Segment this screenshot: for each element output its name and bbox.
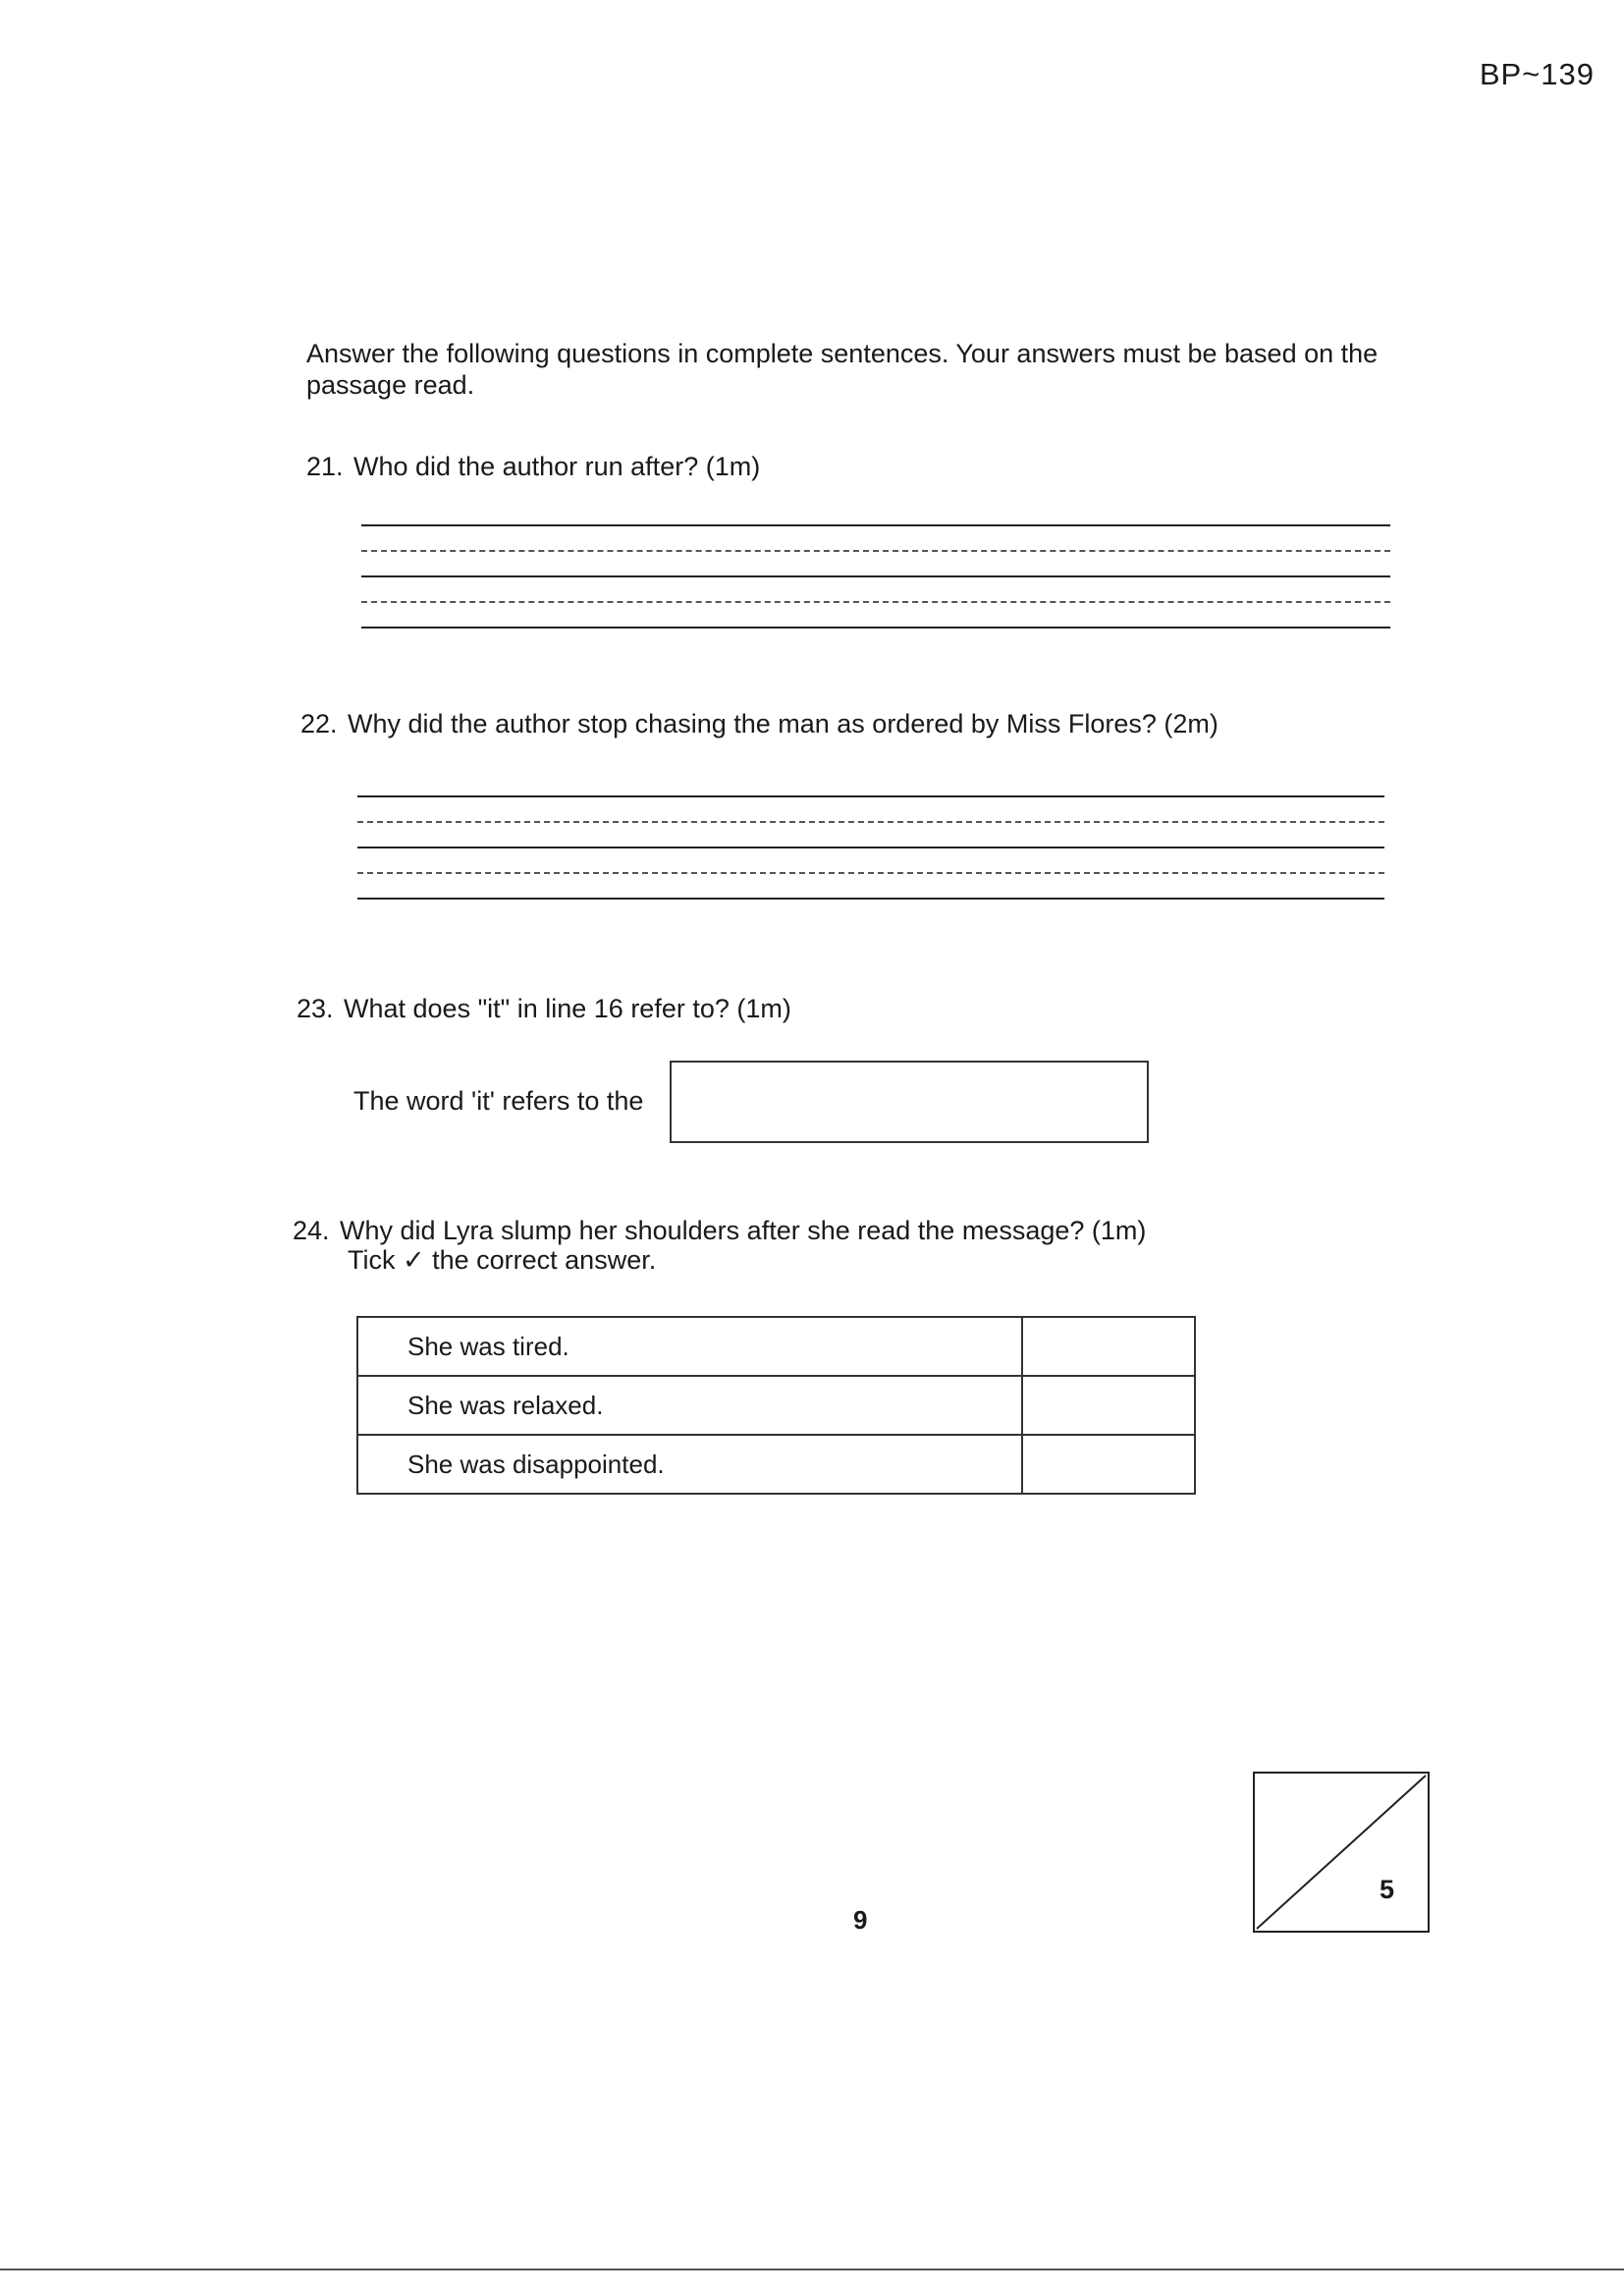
option-text: She was relaxed. — [357, 1376, 1022, 1435]
question-22 — [300, 709, 1218, 739]
option-row — [357, 1435, 1195, 1494]
answer-line[interactable] — [357, 848, 1384, 874]
question-21 — [306, 452, 760, 482]
sentence-starter: The word 'it' refers to the — [353, 1086, 644, 1116]
answer-lines-22[interactable] — [357, 772, 1384, 900]
answer-line[interactable] — [361, 603, 1390, 629]
answer-line[interactable] — [357, 823, 1384, 848]
page-number: 9 — [853, 1905, 868, 1935]
option-text: She was tired. — [357, 1317, 1022, 1376]
answer-line[interactable] — [361, 552, 1390, 577]
question-text: Why did Lyra slump her shoulders after she read the message? (1m) — [340, 1216, 1147, 1245]
answer-line[interactable] — [357, 874, 1384, 900]
question-text: What does "it" in line 16 refer to? (1m) — [344, 994, 791, 1023]
question-number: 23. — [297, 994, 334, 1023]
option-row — [357, 1376, 1195, 1435]
question-24 — [293, 1216, 1146, 1246]
tick-instruction: Tick ✓ the correct answer. — [348, 1245, 657, 1275]
answer-line[interactable] — [361, 526, 1390, 552]
score-box — [1253, 1772, 1430, 1933]
option-row — [357, 1317, 1195, 1376]
score-total: 5 — [1379, 1875, 1394, 1904]
instructions: Answer the following questions in complete sentences. Your answers must be based on the passage read. — [306, 339, 1379, 400]
tick-box[interactable] — [1022, 1435, 1195, 1494]
question-23 — [297, 994, 791, 1024]
answer-line[interactable] — [361, 501, 1390, 526]
answer-line[interactable] — [357, 797, 1384, 823]
page-bottom-line — [0, 2269, 1624, 2270]
answer-lines-21[interactable] — [361, 501, 1390, 629]
score-diagonal — [1255, 1774, 1428, 1931]
answer-options-table — [356, 1316, 1196, 1495]
question-number: 24. — [293, 1216, 330, 1245]
question-number: 22. — [300, 709, 338, 738]
tick-box[interactable] — [1022, 1376, 1195, 1435]
tick-box[interactable] — [1022, 1317, 1195, 1376]
answer-box-23[interactable] — [670, 1061, 1149, 1143]
document-code: BP~139 — [1479, 57, 1595, 91]
option-text: She was disappointed. — [357, 1435, 1022, 1494]
question-number: 21. — [306, 452, 344, 481]
question-text: Why did the author stop chasing the man as ordered by Miss Flores? (2m) — [348, 709, 1218, 738]
answer-line[interactable] — [357, 772, 1384, 797]
answer-line[interactable] — [361, 577, 1390, 603]
question-text: Who did the author run after? (1m) — [353, 452, 761, 481]
